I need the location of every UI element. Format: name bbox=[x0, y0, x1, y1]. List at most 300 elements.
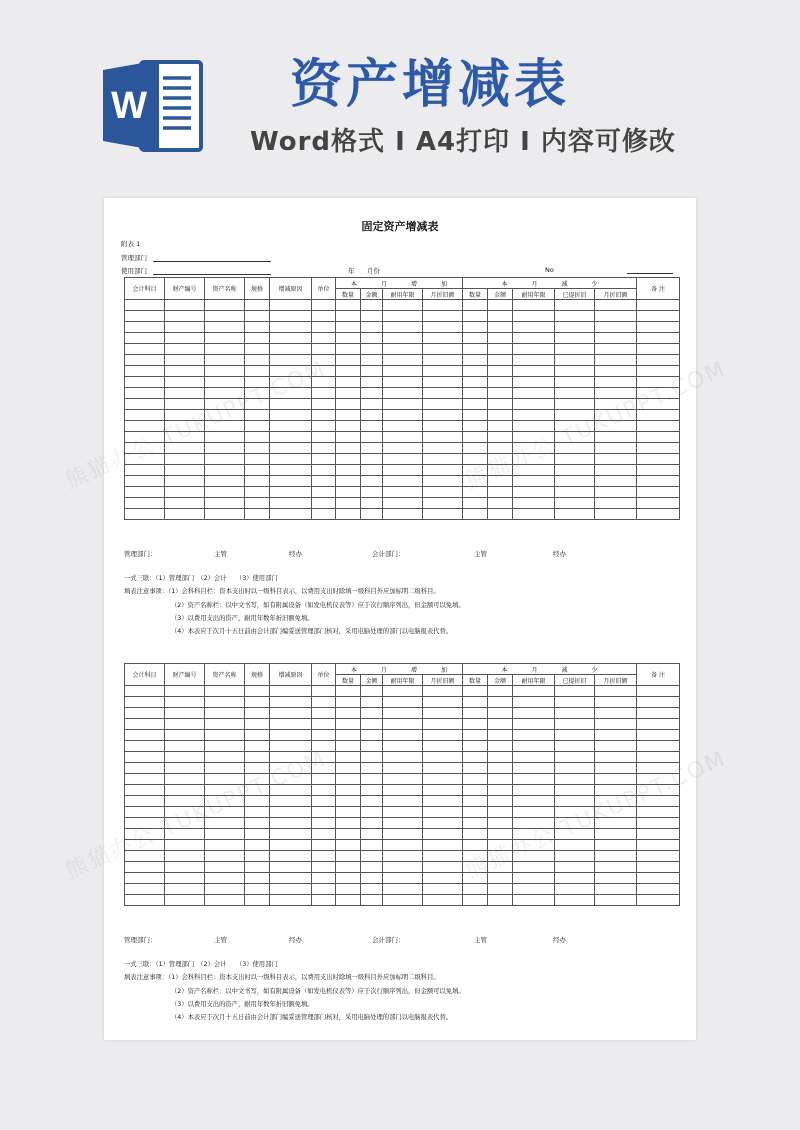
table-cell[interactable] bbox=[423, 300, 463, 311]
table-cell[interactable] bbox=[383, 840, 423, 851]
table-cell[interactable] bbox=[312, 752, 336, 763]
table-cell[interactable] bbox=[245, 862, 270, 873]
table-cell[interactable] bbox=[245, 774, 270, 785]
table-cell[interactable] bbox=[555, 432, 595, 443]
table-cell[interactable] bbox=[423, 311, 463, 322]
table-cell[interactable] bbox=[513, 322, 555, 333]
table-cell[interactable] bbox=[125, 708, 165, 719]
table-cell[interactable] bbox=[595, 785, 637, 796]
table-cell[interactable] bbox=[488, 730, 513, 741]
table-cell[interactable] bbox=[383, 818, 423, 829]
table-cell[interactable] bbox=[423, 895, 463, 906]
table-cell[interactable] bbox=[513, 730, 555, 741]
table-cell[interactable] bbox=[270, 818, 312, 829]
table-cell[interactable] bbox=[555, 840, 595, 851]
table-cell[interactable] bbox=[270, 432, 312, 443]
table-cell[interactable] bbox=[637, 774, 680, 785]
table-cell[interactable] bbox=[555, 366, 595, 377]
table-cell[interactable] bbox=[270, 443, 312, 454]
table-cell[interactable] bbox=[637, 388, 680, 399]
table-cell[interactable] bbox=[383, 796, 423, 807]
table-cell[interactable] bbox=[595, 333, 637, 344]
table-cell[interactable] bbox=[595, 476, 637, 487]
table-cell[interactable] bbox=[245, 465, 270, 476]
table-cell[interactable] bbox=[513, 686, 555, 697]
table-cell[interactable] bbox=[125, 796, 165, 807]
table-cell[interactable] bbox=[245, 476, 270, 487]
table-cell[interactable] bbox=[423, 708, 463, 719]
table-cell[interactable] bbox=[463, 708, 488, 719]
table-cell[interactable] bbox=[488, 697, 513, 708]
table-cell[interactable] bbox=[205, 851, 245, 862]
table-cell[interactable] bbox=[637, 333, 680, 344]
table-cell[interactable] bbox=[336, 432, 361, 443]
table-cell[interactable] bbox=[336, 774, 361, 785]
table-cell[interactable] bbox=[205, 862, 245, 873]
table-cell[interactable] bbox=[637, 741, 680, 752]
table-cell[interactable] bbox=[125, 697, 165, 708]
table-cell[interactable] bbox=[361, 774, 383, 785]
table-cell[interactable] bbox=[555, 719, 595, 730]
table-cell[interactable] bbox=[423, 498, 463, 509]
table-cell[interactable] bbox=[513, 818, 555, 829]
table-cell[interactable] bbox=[463, 355, 488, 366]
table-cell[interactable] bbox=[555, 829, 595, 840]
table-cell[interactable] bbox=[205, 355, 245, 366]
table-cell[interactable] bbox=[637, 884, 680, 895]
table-cell[interactable] bbox=[245, 388, 270, 399]
table-cell[interactable] bbox=[125, 388, 165, 399]
table-cell[interactable] bbox=[336, 719, 361, 730]
table-cell[interactable] bbox=[513, 840, 555, 851]
table-cell[interactable] bbox=[513, 454, 555, 465]
table-cell[interactable] bbox=[270, 355, 312, 366]
table-cell[interactable] bbox=[270, 796, 312, 807]
table-cell[interactable] bbox=[383, 421, 423, 432]
table-cell[interactable] bbox=[555, 377, 595, 388]
table-cell[interactable] bbox=[165, 311, 205, 322]
table-cell[interactable] bbox=[245, 344, 270, 355]
table-cell[interactable] bbox=[245, 807, 270, 818]
table-cell[interactable] bbox=[595, 763, 637, 774]
table-cell[interactable] bbox=[513, 785, 555, 796]
table-cell[interactable] bbox=[312, 443, 336, 454]
table-cell[interactable] bbox=[423, 388, 463, 399]
table-cell[interactable] bbox=[245, 377, 270, 388]
table-cell[interactable] bbox=[637, 851, 680, 862]
table-cell[interactable] bbox=[205, 399, 245, 410]
table-cell[interactable] bbox=[555, 818, 595, 829]
table-cell[interactable] bbox=[637, 730, 680, 741]
table-cell[interactable] bbox=[463, 763, 488, 774]
table-cell[interactable] bbox=[383, 498, 423, 509]
table-cell[interactable] bbox=[336, 498, 361, 509]
table-cell[interactable] bbox=[423, 851, 463, 862]
table-cell[interactable] bbox=[245, 719, 270, 730]
table-cell[interactable] bbox=[383, 311, 423, 322]
table-cell[interactable] bbox=[245, 399, 270, 410]
table-cell[interactable] bbox=[270, 785, 312, 796]
table-cell[interactable] bbox=[513, 487, 555, 498]
table-cell[interactable] bbox=[595, 344, 637, 355]
table-cell[interactable] bbox=[595, 443, 637, 454]
table-cell[interactable] bbox=[595, 410, 637, 421]
table-cell[interactable] bbox=[513, 862, 555, 873]
table-cell[interactable] bbox=[637, 476, 680, 487]
table-cell[interactable] bbox=[595, 719, 637, 730]
table-cell[interactable] bbox=[595, 399, 637, 410]
table-cell[interactable] bbox=[270, 851, 312, 862]
table-cell[interactable] bbox=[245, 333, 270, 344]
table-cell[interactable] bbox=[423, 752, 463, 763]
table-cell[interactable] bbox=[383, 774, 423, 785]
table-cell[interactable] bbox=[423, 862, 463, 873]
table-cell[interactable] bbox=[383, 884, 423, 895]
table-cell[interactable] bbox=[488, 388, 513, 399]
no-field[interactable] bbox=[627, 266, 673, 274]
table-cell[interactable] bbox=[637, 708, 680, 719]
table-cell[interactable] bbox=[637, 785, 680, 796]
table-cell[interactable] bbox=[595, 366, 637, 377]
table-cell[interactable] bbox=[125, 862, 165, 873]
table-cell[interactable] bbox=[595, 421, 637, 432]
table-cell[interactable] bbox=[336, 355, 361, 366]
table-cell[interactable] bbox=[312, 476, 336, 487]
table-cell[interactable] bbox=[312, 829, 336, 840]
table-cell[interactable] bbox=[125, 686, 165, 697]
table-cell[interactable] bbox=[361, 465, 383, 476]
table-cell[interactable] bbox=[270, 366, 312, 377]
table-cell[interactable] bbox=[312, 344, 336, 355]
table-cell[interactable] bbox=[270, 487, 312, 498]
table-cell[interactable] bbox=[336, 333, 361, 344]
table-cell[interactable] bbox=[205, 686, 245, 697]
table-cell[interactable] bbox=[463, 377, 488, 388]
table-cell[interactable] bbox=[488, 807, 513, 818]
table-cell[interactable] bbox=[336, 818, 361, 829]
table-cell[interactable] bbox=[555, 697, 595, 708]
table-cell[interactable] bbox=[488, 509, 513, 520]
table-cell[interactable] bbox=[423, 377, 463, 388]
table-cell[interactable] bbox=[245, 741, 270, 752]
table-cell[interactable] bbox=[463, 344, 488, 355]
table-cell[interactable] bbox=[361, 300, 383, 311]
table-cell[interactable] bbox=[555, 487, 595, 498]
table-cell[interactable] bbox=[555, 774, 595, 785]
table-cell[interactable] bbox=[513, 377, 555, 388]
table-cell[interactable] bbox=[463, 410, 488, 421]
table-cell[interactable] bbox=[361, 388, 383, 399]
table-cell[interactable] bbox=[361, 366, 383, 377]
table-cell[interactable] bbox=[165, 818, 205, 829]
table-cell[interactable] bbox=[125, 509, 165, 520]
table-cell[interactable] bbox=[423, 741, 463, 752]
table-cell[interactable] bbox=[383, 443, 423, 454]
table-cell[interactable] bbox=[361, 719, 383, 730]
table-cell[interactable] bbox=[336, 421, 361, 432]
table-cell[interactable] bbox=[383, 763, 423, 774]
table-cell[interactable] bbox=[637, 796, 680, 807]
table-cell[interactable] bbox=[463, 774, 488, 785]
table-cell[interactable] bbox=[245, 355, 270, 366]
table-cell[interactable] bbox=[595, 741, 637, 752]
table-cell[interactable] bbox=[165, 443, 205, 454]
table-cell[interactable] bbox=[336, 377, 361, 388]
table-cell[interactable] bbox=[463, 730, 488, 741]
table-cell[interactable] bbox=[125, 763, 165, 774]
table-cell[interactable] bbox=[245, 873, 270, 884]
table-cell[interactable] bbox=[555, 807, 595, 818]
table-cell[interactable] bbox=[595, 498, 637, 509]
table-cell[interactable] bbox=[165, 752, 205, 763]
table-cell[interactable] bbox=[555, 333, 595, 344]
table-cell[interactable] bbox=[513, 796, 555, 807]
table-cell[interactable] bbox=[637, 311, 680, 322]
table-cell[interactable] bbox=[463, 487, 488, 498]
table-cell[interactable] bbox=[595, 818, 637, 829]
table-cell[interactable] bbox=[125, 443, 165, 454]
table-cell[interactable] bbox=[312, 322, 336, 333]
table-cell[interactable] bbox=[312, 807, 336, 818]
table-cell[interactable] bbox=[245, 840, 270, 851]
table-cell[interactable] bbox=[165, 410, 205, 421]
use-dept-field[interactable] bbox=[121, 266, 271, 275]
table-cell[interactable] bbox=[245, 785, 270, 796]
table-cell[interactable] bbox=[383, 686, 423, 697]
table-cell[interactable] bbox=[423, 399, 463, 410]
table-cell[interactable] bbox=[336, 840, 361, 851]
table-cell[interactable] bbox=[165, 741, 205, 752]
table-cell[interactable] bbox=[165, 873, 205, 884]
table-cell[interactable] bbox=[463, 476, 488, 487]
table-cell[interactable] bbox=[312, 884, 336, 895]
table-cell[interactable] bbox=[488, 884, 513, 895]
table-cell[interactable] bbox=[125, 355, 165, 366]
table-cell[interactable] bbox=[336, 895, 361, 906]
table-cell[interactable] bbox=[336, 884, 361, 895]
table-cell[interactable] bbox=[270, 333, 312, 344]
table-cell[interactable] bbox=[513, 333, 555, 344]
table-cell[interactable] bbox=[361, 487, 383, 498]
table-cell[interactable] bbox=[513, 763, 555, 774]
table-cell[interactable] bbox=[555, 730, 595, 741]
table-cell[interactable] bbox=[423, 410, 463, 421]
table-cell[interactable] bbox=[513, 465, 555, 476]
table-cell[interactable] bbox=[463, 785, 488, 796]
table-cell[interactable] bbox=[205, 697, 245, 708]
table-cell[interactable] bbox=[270, 708, 312, 719]
table-cell[interactable] bbox=[165, 333, 205, 344]
table-cell[interactable] bbox=[463, 465, 488, 476]
table-cell[interactable] bbox=[555, 509, 595, 520]
table-cell[interactable] bbox=[205, 454, 245, 465]
table-cell[interactable] bbox=[463, 333, 488, 344]
table-cell[interactable] bbox=[336, 300, 361, 311]
table-cell[interactable] bbox=[312, 421, 336, 432]
table-cell[interactable] bbox=[361, 454, 383, 465]
table-cell[interactable] bbox=[245, 487, 270, 498]
table-cell[interactable] bbox=[555, 873, 595, 884]
table-cell[interactable] bbox=[336, 686, 361, 697]
table-cell[interactable] bbox=[205, 311, 245, 322]
table-cell[interactable] bbox=[361, 432, 383, 443]
table-cell[interactable] bbox=[125, 399, 165, 410]
table-cell[interactable] bbox=[637, 432, 680, 443]
table-cell[interactable] bbox=[165, 377, 205, 388]
table-cell[interactable] bbox=[165, 509, 205, 520]
table-cell[interactable] bbox=[595, 388, 637, 399]
table-cell[interactable] bbox=[336, 862, 361, 873]
table-cell[interactable] bbox=[555, 322, 595, 333]
table-cell[interactable] bbox=[312, 509, 336, 520]
table-cell[interactable] bbox=[513, 344, 555, 355]
table-cell[interactable] bbox=[312, 818, 336, 829]
table-cell[interactable] bbox=[205, 300, 245, 311]
table-cell[interactable] bbox=[488, 443, 513, 454]
table-cell[interactable] bbox=[245, 454, 270, 465]
table-cell[interactable] bbox=[555, 796, 595, 807]
table-cell[interactable] bbox=[423, 355, 463, 366]
table-cell[interactable] bbox=[555, 344, 595, 355]
table-cell[interactable] bbox=[513, 752, 555, 763]
table-cell[interactable] bbox=[595, 807, 637, 818]
table-cell[interactable] bbox=[165, 487, 205, 498]
table-cell[interactable] bbox=[513, 708, 555, 719]
table-cell[interactable] bbox=[125, 752, 165, 763]
table-cell[interactable] bbox=[361, 862, 383, 873]
table-cell[interactable] bbox=[245, 708, 270, 719]
table-cell[interactable] bbox=[513, 741, 555, 752]
table-cell[interactable] bbox=[205, 840, 245, 851]
table-cell[interactable] bbox=[463, 697, 488, 708]
table-cell[interactable] bbox=[270, 388, 312, 399]
table-cell[interactable] bbox=[463, 752, 488, 763]
table-cell[interactable] bbox=[205, 509, 245, 520]
table-cell[interactable] bbox=[513, 719, 555, 730]
table-cell[interactable] bbox=[637, 697, 680, 708]
table-cell[interactable] bbox=[205, 388, 245, 399]
table-cell[interactable] bbox=[383, 752, 423, 763]
table-cell[interactable] bbox=[165, 862, 205, 873]
table-cell[interactable] bbox=[125, 851, 165, 862]
table-cell[interactable] bbox=[513, 388, 555, 399]
table-cell[interactable] bbox=[513, 366, 555, 377]
table-cell[interactable] bbox=[423, 344, 463, 355]
table-cell[interactable] bbox=[205, 366, 245, 377]
table-cell[interactable] bbox=[165, 344, 205, 355]
table-cell[interactable] bbox=[637, 355, 680, 366]
table-cell[interactable] bbox=[488, 895, 513, 906]
table-cell[interactable] bbox=[312, 366, 336, 377]
table-cell[interactable] bbox=[165, 498, 205, 509]
table-cell[interactable] bbox=[595, 895, 637, 906]
table-cell[interactable] bbox=[205, 873, 245, 884]
table-cell[interactable] bbox=[165, 465, 205, 476]
table-cell[interactable] bbox=[125, 421, 165, 432]
table-cell[interactable] bbox=[336, 796, 361, 807]
table-cell[interactable] bbox=[361, 763, 383, 774]
table-cell[interactable] bbox=[245, 300, 270, 311]
table-cell[interactable] bbox=[423, 465, 463, 476]
table-cell[interactable] bbox=[488, 421, 513, 432]
table-cell[interactable] bbox=[463, 322, 488, 333]
table-cell[interactable] bbox=[205, 432, 245, 443]
table-cell[interactable] bbox=[595, 487, 637, 498]
table-cell[interactable] bbox=[165, 454, 205, 465]
table-cell[interactable] bbox=[488, 465, 513, 476]
table-cell[interactable] bbox=[637, 873, 680, 884]
table-cell[interactable] bbox=[125, 410, 165, 421]
table-cell[interactable] bbox=[361, 840, 383, 851]
table-cell[interactable] bbox=[245, 498, 270, 509]
table-cell[interactable] bbox=[245, 686, 270, 697]
table-cell[interactable] bbox=[205, 476, 245, 487]
table-cell[interactable] bbox=[595, 873, 637, 884]
table-cell[interactable] bbox=[245, 410, 270, 421]
table-cell[interactable] bbox=[125, 322, 165, 333]
table-cell[interactable] bbox=[423, 730, 463, 741]
table-cell[interactable] bbox=[423, 884, 463, 895]
table-cell[interactable] bbox=[312, 432, 336, 443]
table-cell[interactable] bbox=[245, 697, 270, 708]
table-cell[interactable] bbox=[205, 377, 245, 388]
table-cell[interactable] bbox=[555, 311, 595, 322]
table-cell[interactable] bbox=[463, 862, 488, 873]
table-cell[interactable] bbox=[205, 344, 245, 355]
table-cell[interactable] bbox=[125, 300, 165, 311]
table-cell[interactable] bbox=[165, 730, 205, 741]
table-cell[interactable] bbox=[361, 785, 383, 796]
table-cell[interactable] bbox=[270, 840, 312, 851]
table-cell[interactable] bbox=[555, 300, 595, 311]
table-cell[interactable] bbox=[165, 366, 205, 377]
table-cell[interactable] bbox=[488, 432, 513, 443]
table-cell[interactable] bbox=[312, 774, 336, 785]
table-cell[interactable] bbox=[361, 708, 383, 719]
table-cell[interactable] bbox=[312, 377, 336, 388]
table-cell[interactable] bbox=[270, 344, 312, 355]
table-cell[interactable] bbox=[336, 344, 361, 355]
table-cell[interactable] bbox=[423, 476, 463, 487]
table-cell[interactable] bbox=[336, 873, 361, 884]
table-cell[interactable] bbox=[361, 399, 383, 410]
table-cell[interactable] bbox=[595, 829, 637, 840]
table-cell[interactable] bbox=[488, 410, 513, 421]
table-cell[interactable] bbox=[336, 752, 361, 763]
table-cell[interactable] bbox=[312, 333, 336, 344]
table-cell[interactable] bbox=[312, 311, 336, 322]
table-cell[interactable] bbox=[423, 443, 463, 454]
table-cell[interactable] bbox=[463, 443, 488, 454]
table-cell[interactable] bbox=[595, 355, 637, 366]
table-cell[interactable] bbox=[245, 421, 270, 432]
table-cell[interactable] bbox=[595, 300, 637, 311]
table-cell[interactable] bbox=[125, 730, 165, 741]
table-cell[interactable] bbox=[125, 785, 165, 796]
table-cell[interactable] bbox=[555, 884, 595, 895]
table-cell[interactable] bbox=[361, 807, 383, 818]
table-cell[interactable] bbox=[270, 884, 312, 895]
mgmt-dept-field[interactable] bbox=[121, 253, 271, 262]
table-cell[interactable] bbox=[336, 730, 361, 741]
table-cell[interactable] bbox=[270, 895, 312, 906]
table-cell[interactable] bbox=[488, 774, 513, 785]
table-cell[interactable] bbox=[312, 730, 336, 741]
table-cell[interactable] bbox=[361, 752, 383, 763]
table-cell[interactable] bbox=[637, 454, 680, 465]
table-cell[interactable] bbox=[361, 741, 383, 752]
table-cell[interactable] bbox=[555, 686, 595, 697]
